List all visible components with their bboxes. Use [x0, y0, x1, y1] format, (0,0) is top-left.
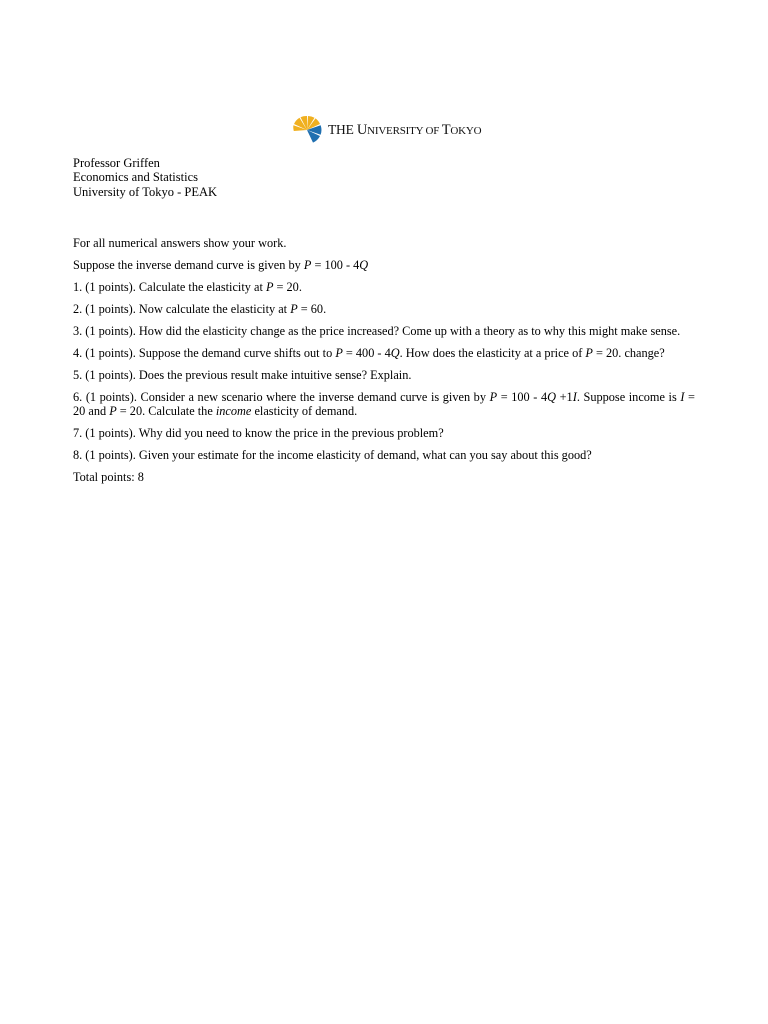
- ginkgo-leaf-icon: [292, 115, 322, 145]
- question-8: 8. (1 points). Given your estimate for the income elasticity of demand, what can you say about this good?: [73, 448, 592, 463]
- total-points: Total points: 8: [73, 470, 144, 485]
- author-block: [73, 156, 217, 199]
- income-emphasis: income: [215, 404, 252, 419]
- institution-name: University of Tokyo - PEAK: [73, 184, 218, 199]
- instructions: For all numerical answers show your work.: [73, 236, 287, 250]
- department-name: Economics and Statistics: [73, 170, 198, 185]
- question-1: 1. (1 points). Calculate the elasticity at P = 20.: [73, 280, 302, 294]
- question-4: 4. (1 points). Suppose the demand curve shifts out to P = 400 - 4Q. How does the elasticity at a price of P = 20. change?: [73, 346, 665, 360]
- question-2: 2. (1 points). Now calculate the elasticity at P = 60.: [73, 302, 327, 316]
- demand-curve-statement: Suppose the inverse demand curve is given by P = 100 - 4Q: [73, 258, 369, 272]
- question-5: 5. (1 points). Does the previous result make intuitive sense? Explain.: [73, 368, 412, 382]
- professor-name: Professor Griffen: [73, 156, 160, 170]
- question-6: 6. (1 points). Consider a new scenario where the inverse demand curve is given by P = 100 - 4Q +1I. Suppose income is I = 20 and P = 20. Calculate the income elasticity of demand.: [73, 390, 695, 419]
- university-logo: [292, 115, 481, 145]
- problem-set: [73, 236, 695, 492]
- question-7: 7. (1 points). Why did you need to know the price in the previous problem?: [73, 426, 444, 441]
- question-3: 3. (1 points). How did the elasticity change as the price increased? Come up with a theory as to why this might make sense.: [73, 324, 681, 338]
- logo-text: THE UNIVERSITY OF TOKYO: [328, 121, 482, 138]
